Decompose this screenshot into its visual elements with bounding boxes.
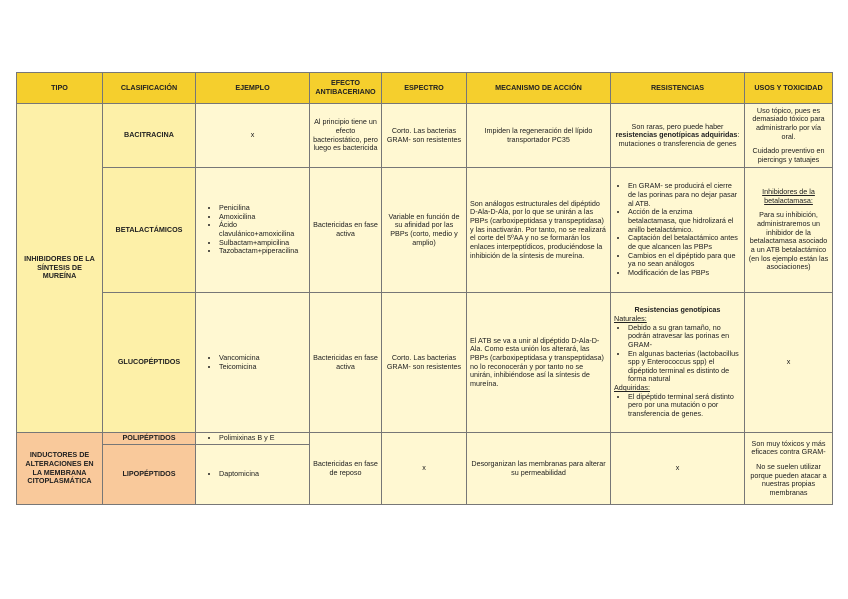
list-item: • En GRAM- se producirá el cierre de las porinas para no dejar pasar al ATB. <box>628 182 741 208</box>
header-tipo: TIPO <box>17 73 103 104</box>
list-item: • Modificación de las PBPs <box>628 269 741 278</box>
clasificacion-glucopeptidos: GLUCOPÉPTIDOS <box>103 293 196 433</box>
mecanismo-betalactamicos: Son análogos estructurales del dipéptido D-Ala-D-Ala, por lo que se unirán a las PBPs (carboxipeptidasa y transpeptidasa) y las inactivarán. Por tanto, no se realizará el corte del 5ºAA y no se formarán los enlaces interpeptídicos, produciéndose la inhibición de la síntesis de mureína. <box>467 168 611 293</box>
list-item: • Acción de la enzima betalactamasa, que hidrolizará el anillo betalactámico. <box>628 208 741 234</box>
list-item: • Sulbactam+ampicilina <box>219 239 306 248</box>
row-bacitracina <box>17 104 833 168</box>
ejemplo-betalactamicos <box>196 168 310 293</box>
efecto-glucopeptidos: Bactericidas en fase activa <box>310 293 382 433</box>
espectro-betalactamicos: Variable en función de su afinidad por las PBPs (corto, medio y amplio) <box>382 168 467 293</box>
usos-betalactamicos <box>745 168 833 293</box>
header-espectro: ESPECTRO <box>382 73 467 104</box>
usos-bacitracina <box>745 104 833 168</box>
resistencias-betalactamicos <box>611 168 745 293</box>
list-item: • Vancomicina <box>219 354 306 363</box>
clasificacion-bacitracina: BACITRACINA <box>103 104 196 168</box>
clasificacion-betalactamicos: BETALACTÁMICOS <box>103 168 196 293</box>
ejemplo-polipeptidos <box>196 433 310 445</box>
list-item: • Captación del betalactámico antes de que alcancen las PBPs <box>628 234 741 251</box>
list-item: • Penicilina <box>219 204 306 213</box>
header-usos: USOS Y TOXICIDAD <box>745 73 833 104</box>
clasificacion-polipeptidos: POLIPÉPTIDOS <box>103 433 196 445</box>
header-resistencias: RESISTENCIAS <box>611 73 745 104</box>
antibiotics-table <box>16 72 833 505</box>
list-item: • Ácido clavulánico+amoxicilina <box>219 221 306 238</box>
header-mecanismo: MECANISMO DE ACCIÓN <box>467 73 611 104</box>
tipo-inductores: INDUCTORES DE ALTERACIONES EN LA MEMBRANA CITOPLASMÁTICA <box>17 433 103 505</box>
list-item: • Debido a su gran tamaño, no podrán atravesar las porinas en GRAM- <box>628 324 741 350</box>
mecanismo-membrana: Desorganizan las membranas para alterar su permeabilidad <box>467 433 611 505</box>
res-bacitracina-post: : mutaciones o transferencia de genes <box>618 130 740 148</box>
row-betalactamicos <box>17 168 833 293</box>
list-item: • Cambios en el dipéptido para que ya no sean análogos <box>628 252 741 269</box>
resistencias-membrana: x <box>611 433 745 505</box>
header-ejemplo: EJEMPLO <box>196 73 310 104</box>
list-item: • Polimixinas B y E <box>219 434 306 443</box>
res-glucopeptidos-title: Resistencias genotípicas <box>634 305 721 315</box>
list-item: • Teicomicina <box>219 363 306 372</box>
clasificacion-lipopeptidos: LIPOPÉPTIDOS <box>103 445 196 505</box>
espectro-glucopeptidos: Corto. Las bacterias GRAM- son resistentes <box>382 293 467 433</box>
espectro-bacitracina: Corto. Las bacterias GRAM- son resistentes <box>382 104 467 168</box>
res-bacitracina-pre: Son raras, pero puede haber <box>631 121 724 131</box>
mecanismo-glucopeptidos: El ATB se va a unir al dipéptido D-Ala-D-Ala. Como esta unión los alterará, las PBPs (carboxipeptidasa y transpeptidasa) no lo reconocerán y por tanto no se unirán, inhibiéndose así la síntesis de mureína. <box>467 293 611 433</box>
header-efecto: EFECTO ANTIBACERIANO <box>310 73 382 104</box>
espectro-membrana: x <box>382 433 467 505</box>
list-item: • Daptomicina <box>219 470 306 479</box>
row-glucopeptidos <box>17 293 833 433</box>
usos-membrana-2: No se suelen utilizar porque pueden atacar a nuestras propias membranas <box>750 461 827 497</box>
efecto-bacitracina: Al principio tiene un efecto bacteriostático, pero luego es bactericida <box>310 104 382 168</box>
efecto-betalactamicos: Bactericidas en fase activa <box>310 168 382 293</box>
usos-membrana <box>745 433 833 505</box>
usos-betalactamicos-title: Inhibidores de la betalactamasa: <box>762 187 815 205</box>
list-item: • El dipéptido terminal será distinto pero por una mutación o por transferencia de genes. <box>628 393 741 419</box>
usos-membrana-1: Son muy tóxicos y más eficaces contra GRAM- <box>751 438 826 457</box>
ejemplo-bacitracina: x <box>196 104 310 168</box>
mecanismo-bacitracina: Impiden la regeneración del lípido transportador PC35 <box>467 104 611 168</box>
res-bacitracina-bold: resistencias genotípicas adquiridas <box>615 130 738 140</box>
row-polipeptidos <box>17 433 833 445</box>
list-item: • Amoxicilina <box>219 213 306 222</box>
tipo-inhibidores: INHIBIDORES DE LA SÍNTESIS DE MUREÍNA <box>17 104 103 433</box>
resistencias-bacitracina <box>611 104 745 168</box>
efecto-membrana: Bactericidas en fase de reposo <box>310 433 382 505</box>
usos-glucopeptidos: x <box>745 293 833 433</box>
resistencias-glucopeptidos <box>611 293 745 433</box>
ejemplo-lipopeptidos <box>196 445 310 505</box>
usos-betalactamicos-text: Para su inhibición, administraremos un inhibidor de la betalactamasa asociado a un ATB betalactámico (en los ejemplo están las asociaciones) <box>748 210 829 272</box>
usos-bacitracina-1: Uso tópico, pues es demasiado tóxico para administrarlo por vía oral. <box>752 105 825 141</box>
usos-bacitracina-2: Cuidado preventivo en piercings y tatuajes <box>752 146 825 164</box>
res-naturales-label: Naturales: <box>614 313 647 323</box>
header-clasificacion: CLASIFICACIÓN <box>103 73 196 104</box>
res-adquiridas-label: Adquiridas: <box>614 383 650 393</box>
list-item: • En algunas bacterias (lactobacillus spp y Enterococcus spp) el dipéptido terminal es distinto de forma natural <box>628 350 741 385</box>
list-item: • Tazobactam+piperacilina <box>219 247 306 256</box>
header-row <box>17 73 833 104</box>
ejemplo-glucopeptidos <box>196 293 310 433</box>
